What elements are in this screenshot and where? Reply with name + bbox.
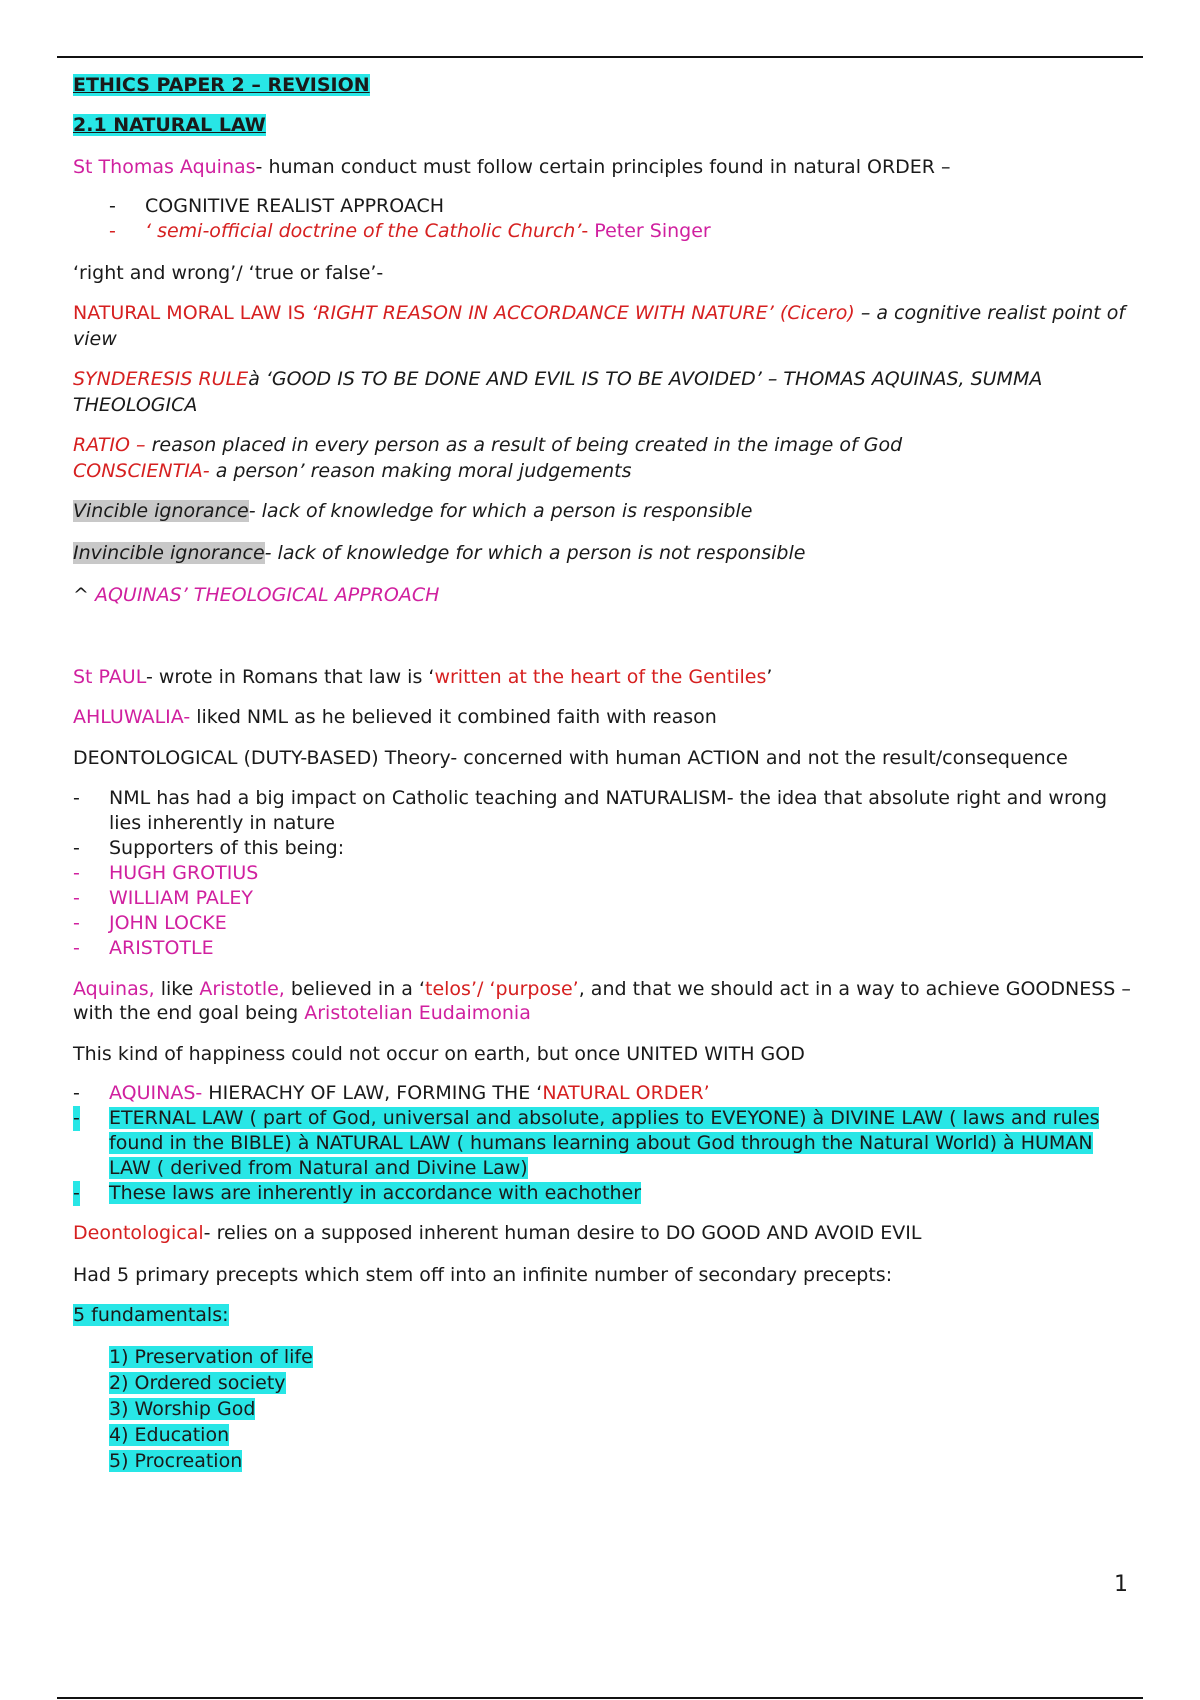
section-heading: 2.1 NATURAL LAW bbox=[73, 114, 266, 136]
deontological-desire: Deontological- relies on a supposed inherent human desire to DO GOOD AND AVOID EVIL bbox=[73, 1222, 922, 1244]
fundamentals-heading: 5 fundamentals: bbox=[73, 1304, 229, 1326]
list-item: - COGNITIVE REALIST APPROACH bbox=[109, 195, 445, 217]
bottom-rule bbox=[57, 1697, 1143, 1699]
hierarchy-bullets bbox=[73, 1081, 1133, 1206]
deontological-theory: DEONTOLOGICAL (DUTY-BASED) Theory- concerned with human ACTION and not the result/consequence bbox=[73, 747, 1068, 769]
list-item: - ETERNAL LAW ( part of God, universal and absolute, applies to EVEYONE) à DIVINE LAW ( laws and rules found in the BIBLE) à NATURAL LAW ( humans learning about God through the Natural World) à HUMAN LAW ( derived from Natural and Divine Law) bbox=[73, 1107, 1100, 1179]
list-item: 4) Education bbox=[109, 1424, 230, 1446]
list-item: 1) Preservation of life bbox=[109, 1346, 313, 1368]
nml-bullets bbox=[73, 786, 1133, 961]
list-item: - ‘ semi-official doctrine of the Catholic Church’- Peter Singer bbox=[109, 220, 711, 242]
precepts-line: Had 5 primary precepts which stem off into an infinite number of secondary precepts: bbox=[73, 1264, 893, 1286]
invincible-ignorance: Invincible ignorance- lack of knowledge for which a person is not responsible bbox=[73, 542, 806, 564]
fundamentals-list bbox=[73, 1344, 1133, 1474]
synderesis-rule: SYNDERESIS RULEà ‘GOOD IS TO BE DONE AND EVIL IS TO BE AVOIDED’ – THOMAS AQUINAS, SUMMA THEOLOGICA bbox=[73, 368, 1043, 416]
list-item: 5) Procreation bbox=[109, 1450, 243, 1472]
theological-approach: ^ AQUINAS’ THEOLOGICAL APPROACH bbox=[73, 584, 440, 606]
vincible-ignorance: Vincible ignorance- lack of knowledge for which a person is responsible bbox=[73, 500, 753, 522]
st-paul-line: St PAUL- wrote in Romans that law is ‘written at the heart of the Gentiles’ bbox=[73, 666, 773, 688]
aquinas-bullets bbox=[73, 194, 1133, 244]
list-item: - JOHN LOCKE bbox=[73, 912, 227, 934]
list-item: 2) Ordered society bbox=[109, 1372, 286, 1394]
list-item: - ARISTOTLE bbox=[73, 937, 214, 959]
list-item: - Supporters of this being: bbox=[73, 837, 345, 859]
list-item: - AQUINAS- HIERACHY OF LAW, FORMING THE ‘NATURAL ORDER’ bbox=[73, 1082, 710, 1104]
top-rule bbox=[57, 56, 1143, 58]
right-wrong-line: ‘right and wrong’/ ‘true or false’- bbox=[73, 262, 384, 284]
list-item: - These laws are inherently in accordance with eachother bbox=[73, 1182, 642, 1204]
page-number: 1 bbox=[1114, 1572, 1128, 1597]
ahluwalia-line: AHLUWALIA- liked NML as he believed it combined faith with reason bbox=[73, 706, 717, 728]
conscientia-line: CONSCIENTIA- a person’ reason making moral judgements bbox=[73, 460, 632, 482]
list-item: - WILLIAM PALEY bbox=[73, 887, 254, 909]
document-body bbox=[73, 70, 1133, 1474]
aquinas-paragraph: St Thomas Aquinas- human conduct must follow certain principles found in natural ORDER – bbox=[73, 156, 951, 178]
happiness-line: This kind of happiness could not occur on earth, but once UNITED WITH GOD bbox=[73, 1043, 805, 1065]
document-title: ETHICS PAPER 2 – REVISION bbox=[73, 74, 370, 96]
list-item: 3) Worship God bbox=[109, 1398, 256, 1420]
nml-definition: NATURAL MORAL LAW IS ‘RIGHT REASON IN ACCORDANCE WITH NATURE’ (Cicero) – a cognitive realist point of view bbox=[73, 302, 1126, 350]
list-item: - NML has had a big impact on Catholic teaching and NATURALISM- the idea that absolute right and wrong lies inherently in nature bbox=[73, 787, 1108, 834]
telos-paragraph: Aquinas, like Aristotle, believed in a ‘telos’/ ‘purpose’, and that we should act in a way to achieve GOODNESS – with the end goal being Aristotelian Eudaimonia bbox=[73, 978, 1131, 1024]
list-item: - HUGH GROTIUS bbox=[73, 862, 259, 884]
ratio-line: RATIO – reason placed in every person as a result of being created in the image of God bbox=[73, 434, 903, 456]
